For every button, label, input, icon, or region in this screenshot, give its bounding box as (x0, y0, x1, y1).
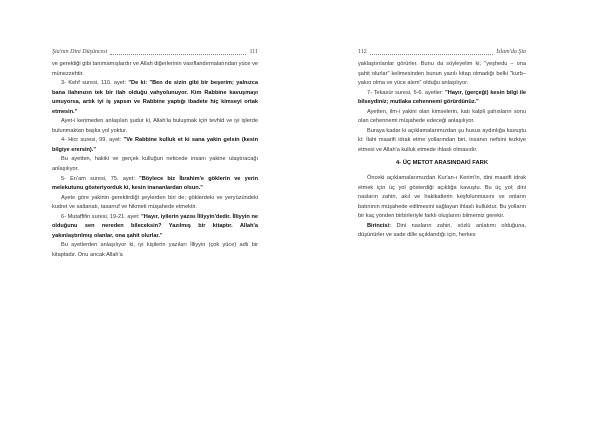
paragraph (358, 127, 526, 156)
verse-quote: "Hayır, (gerçeği) kesin bilgi ile bilseydiniz; mutlaka cehennemi görürdünüz." (358, 89, 527, 106)
section-heading: 4- ÜÇ METOT ARASINDAKİ FARK (395, 160, 489, 167)
paragraph (52, 241, 258, 260)
right-body-text (358, 60, 526, 241)
left-running-header (52, 47, 258, 57)
header-dot-leader (370, 49, 493, 55)
paragraph (358, 174, 526, 222)
paragraph (52, 60, 258, 79)
paragraph (52, 79, 258, 117)
paragraph-text: Dini nasların zahiri, sözlü anlatımı olduğuna, düşünürler ve sade dille açıklandığı için, herkes (358, 222, 526, 239)
verse-quote: "Hayır, iyilerin yazısı İlliyyin'dedir. İlliyyin ne olduğunu sen nereden bileceksin? Yazılmış bir kitaptır. Allah'a yakınlaştırılmış olanlar, ona şahit olurlar." (52, 213, 258, 239)
paragraph-text: 6- Mutaffifin suresi, 19-21. ayet: (61, 213, 142, 220)
paragraph (358, 108, 526, 127)
right-page-number: 112 (358, 49, 367, 55)
paragraph (52, 194, 258, 213)
header-dot-leader (110, 49, 246, 55)
paragraph (52, 117, 258, 136)
paragraph (52, 155, 258, 174)
left-header-title: Şia'nın Dini Düşüncesi (52, 49, 108, 55)
right-header-title: İslam'da Şia (496, 49, 526, 55)
paragraph-text: Ayete göre yakinin gerektirdiği şeylerden biri de; göklerdeki ve yeryüzündeki kudret ve saltanatı, tasarruf ve hikmeti müşahede etmektir. (52, 194, 258, 211)
paragraph (358, 60, 526, 89)
verse-quote: "De ki: "Ben de sizin gibi bir beşerim; yalnızca bana ilahınızın tek bir ilah olduğu vahyolunuyor. Kim Rabbine kavuşmayı umuyorsa, artık iyi iş yapsın ve Rabbine yaptığı ibadete hiç kimseyi ortak etmesin." (52, 80, 258, 115)
paragraph-text: Ayetten, ilm-i yakini olan kimselerin, katı kalpli şahısların sonu olan cehennemi müşahede edeceği anlaşılıyor. (358, 108, 526, 125)
paragraph (52, 136, 258, 155)
right-paragraphs-before (358, 60, 526, 155)
right-page (358, 0, 526, 424)
paragraph-text: Bu ayetlerden anlaşılıyor ki, iyi kişilerin yazıları İlliyyin (çok yüce) adlı bir kitaptadır. Onu ancak Allah'a (52, 242, 258, 258)
paragraph-lead: Birincisi: (367, 222, 391, 229)
paragraph-text: ve gerektiği gibi tanımamışlardır ve Allah diğerlerinin vasıflandırmalarından yüce ve münezzehtir. (52, 61, 258, 77)
paragraph (358, 222, 526, 241)
left-page-number: 111 (249, 49, 258, 55)
paragraph-text: 4- Hicr suresi, 99. ayet: (61, 137, 124, 144)
verse-quote: "Ve Rabbine kulluk et ki sana yakin gelsin (kesin bilgiye erersin)." (52, 137, 258, 153)
verse-quote: "Böylece biz İbrahim'e göklerin ve yerin melekutunu gösteriyorduk ki, kesin inananlardan olsun." (52, 175, 258, 192)
paragraph (358, 89, 526, 108)
paragraph-text: Önceki açıklamalarımızdan Kur'an-ı Kerim'in, dini maarifi idrak etmek için üç yol gösterdiği açıklığa kavuştu. Bu üç yol; dini nasların zahiri, akıl ve hakikatlerin keşfolunmasını ve onların batınının müşahede edilmesini sağlayan ihlaslı kulluktur. Bu yolların bir kaç yönden birbirleriyle farklı oluşlarını bilmemiz gerekir. (358, 175, 526, 220)
paragraph-text: 3- Kehf suresi, 110. ayet: (61, 80, 129, 87)
paragraph-text: Bu ayetten, hakiki ve gerçek kulluğun neticede insanı yakine ulaştıracağı anlaşılıyor. (52, 156, 258, 173)
paragraph-text: Buraya kadar ki açıklamalarımızdan şu husus aydınlığa kavuştu ki: İlahi maarifi idrak etme yollarından biri, insanın nefsini tezkiye etmesi ve Allah'a kulluk etmede ihlaslı olmasıdır. (358, 127, 526, 153)
right-running-header (358, 47, 526, 57)
paragraph-text: 5- En'am suresi, 75. ayet: (61, 175, 140, 182)
paragraph-text: Ayet-i kerimeden anlaşılan şudur ki, Allah'la buluşmak için tevhid ve iyi işlerde bulunmaktan başka yol yoktur. (52, 118, 258, 134)
paragraph-text: 7- Tekasür suresi, 5-6. ayetler: (367, 89, 446, 96)
paragraph (52, 175, 258, 194)
paragraph (52, 213, 258, 242)
paragraph-text: yaklaştırılanlar görürler. Bunu da söyleyelim ki, "yeşhedu – ona şahit olurlar" kelimesinden bunun yazılı kitap olmadığı belki "kurb–yakın olma ve yüce alem" olduğu anlaşılıyor. (358, 61, 526, 87)
right-paragraphs-after (358, 174, 526, 241)
left-page (52, 0, 258, 424)
left-body-text (52, 60, 258, 260)
